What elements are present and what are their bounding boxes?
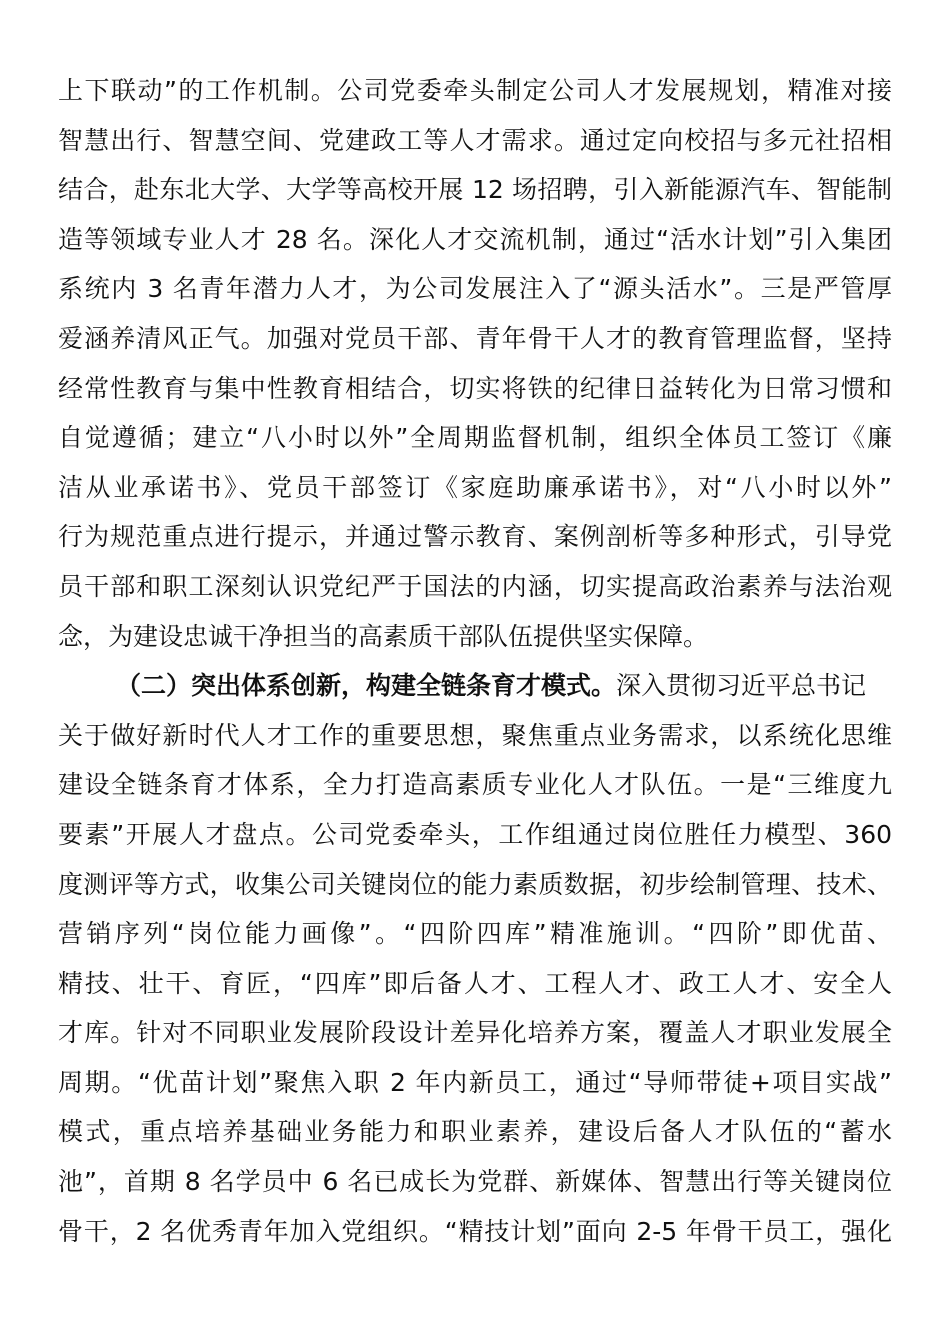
paragraph-1-line-5: 系统内 3 名青年潜力人才，为公司发展注入了“源头活水”。三是严管厚	[58, 274, 892, 304]
paragraph-1-line-12: 念，为建设忠诚干净担当的高素质干部队伍提供坚实保障。	[58, 621, 709, 651]
paragraph-2-line-2: 关于做好新时代人才工作的重要思想，聚焦重点业务需求，以系统化思维	[58, 720, 892, 750]
paragraph-2-first-line	[58, 661, 892, 711]
paragraph-2-line-3: 建设全链条育才体系，全力打造高素质专业化人才队伍。一是“三维度九	[58, 770, 892, 800]
paragraph-2-line-4: 要素”开展人才盘点。公司党委牵头，工作组通过岗位胜任力模型、360	[58, 819, 892, 849]
paragraph-1-line-10: 行为规范重点进行提示，并通过警示教育、案例剖析等多种形式，引导党	[58, 522, 892, 552]
paragraph-1-line-7: 经常性教育与集中性教育相结合，切实将铁的纪律日益转化为日常习惯和	[58, 373, 892, 403]
paragraph-2-line-6: 营销序列“岗位能力画像”。“四阶四库”精准施训。“四阶”即优苗、	[58, 919, 892, 949]
paragraph-2-line-7: 精技、壮干、育匠，“四库”即后备人才、工程人才、政工人才、安全人	[58, 968, 892, 998]
paragraph-1-line-4: 造等领域专业人才 28 名。深化人才交流机制，通过“活水计划”引入集团	[58, 224, 892, 254]
paragraph-2-line-12: 骨干，2 名优秀青年加入党组织。“精技计划”面向 2-5 年骨干员工，强化	[58, 1216, 892, 1246]
paragraph-1-line-3: 结合，赴东北大学、大学等高校开展 12 场招聘，引入新能源汽车、智能制	[58, 175, 892, 205]
paragraph-2-line-5: 度测评等方式，收集公司关键岗位的能力素质数据，初步绘制管理、技术、	[58, 869, 892, 899]
paragraph-1-line-8: 自觉遵循；建立“八小时以外”全周期监督机制，组织全体员工签订《廉	[58, 423, 892, 453]
paragraph-1-line-9: 洁从业承诺书》、党员干部签订《家庭助廉承诺书》，对“八小时以外”	[58, 472, 892, 502]
paragraph-2-line-8: 才库。针对不同职业发展阶段设计差异化培养方案，覆盖人才职业发展全	[58, 1018, 892, 1048]
document-page	[58, 66, 892, 1256]
paragraph-2-line-11: 池”，首期 8 名学员中 6 名已成长为党群、新媒体、智慧出行等关键岗位	[58, 1167, 892, 1197]
paragraph-2-first-line-text: 深入贯彻习近平总书记	[616, 671, 867, 701]
paragraph-2	[58, 661, 892, 1256]
paragraph-1-line-2: 智慧出行、智慧空间、党建政工等人才需求。通过定向校招与多元社招相	[58, 125, 892, 155]
paragraph-1-line-6: 爱涵养清风正气。加强对党员干部、青年骨干人才的教育管理监督，坚持	[58, 323, 892, 353]
paragraph-2-line-10: 模式，重点培养基础业务能力和职业素养，建设后备人才队伍的“蓄水	[58, 1117, 892, 1147]
paragraph-1-line-11: 员干部和职工深刻认识党纪严于国法的内涵，切实提高政治素养与法治观	[58, 571, 892, 601]
paragraph-1	[58, 66, 892, 661]
section-heading: （二）突出体系创新，构建全链条育才模式。	[116, 671, 617, 701]
paragraph-2-line-9: 周期。“优苗计划”聚焦入职 2 年内新员工，通过“导师带徒+项目实战”	[58, 1067, 892, 1097]
paragraph-1-line-1: 上下联动”的工作机制。公司党委牵头制定公司人才发展规划，精准对接	[58, 76, 892, 105]
